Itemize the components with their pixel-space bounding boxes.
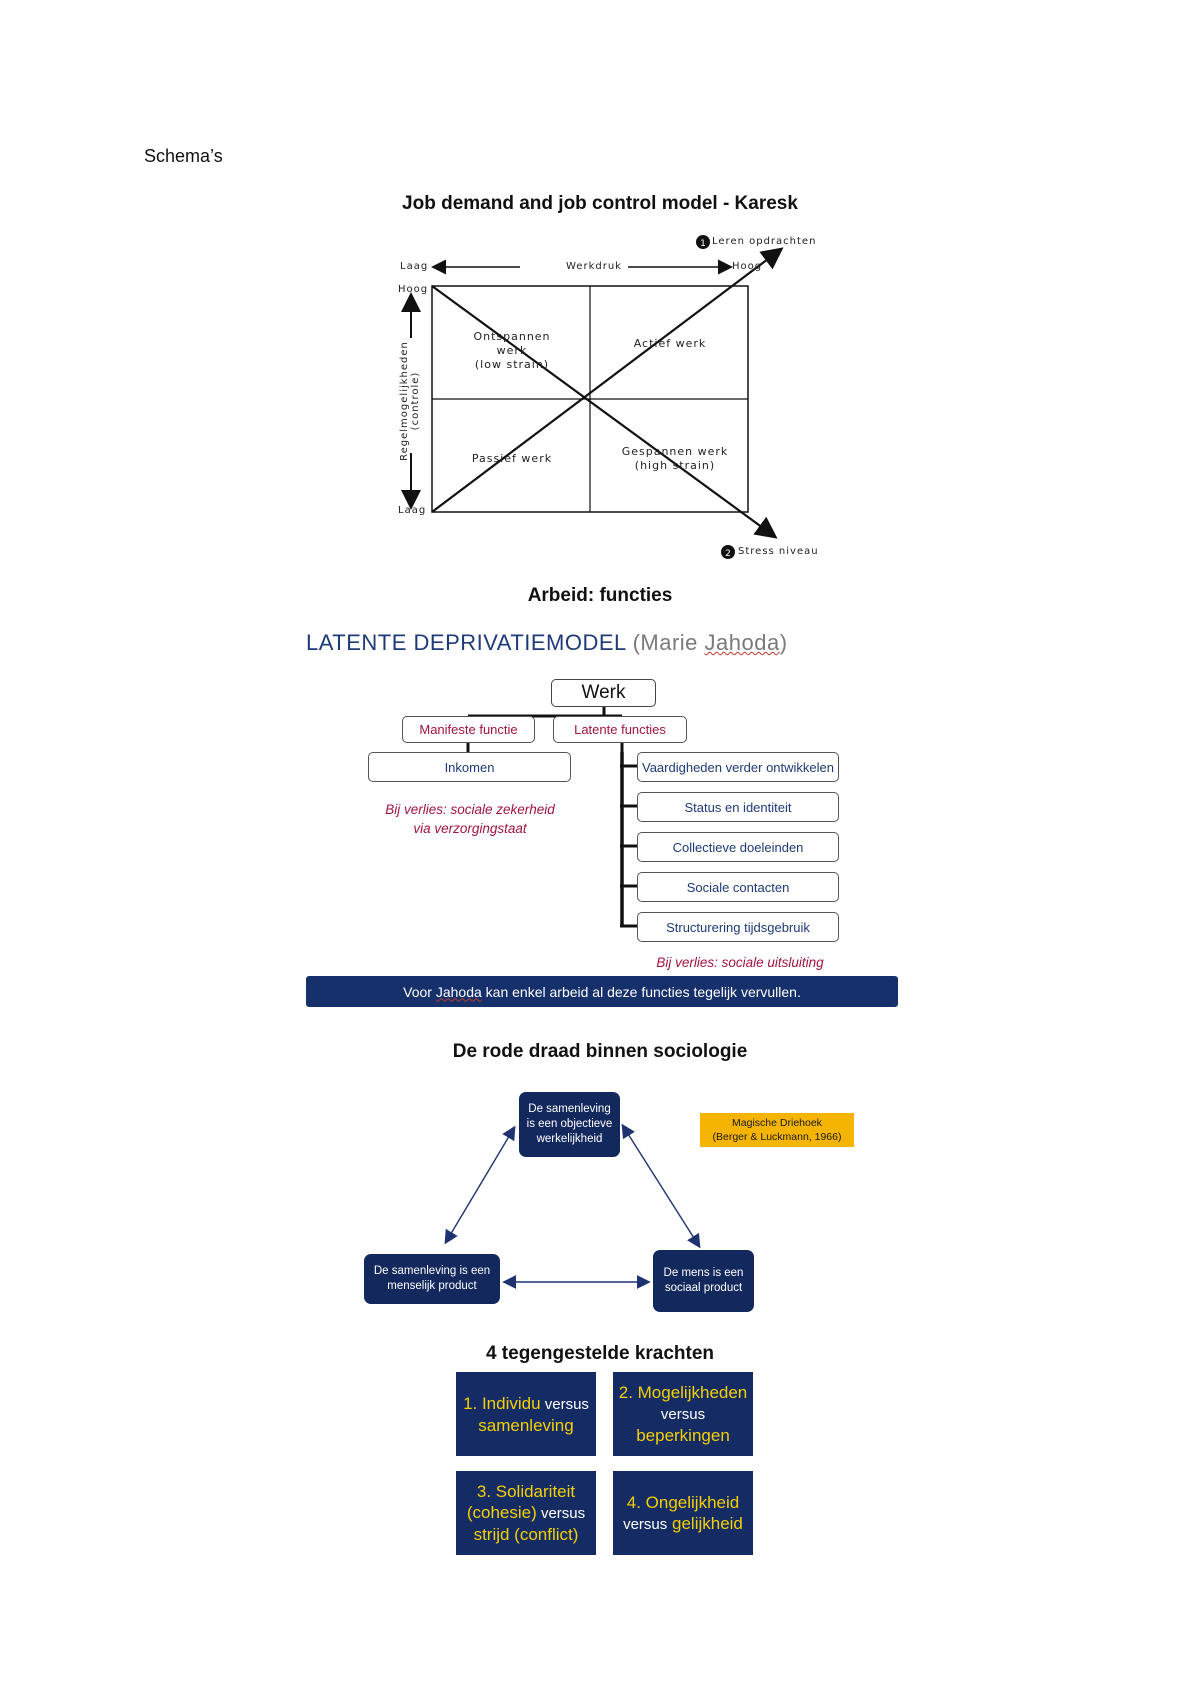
kracht-3-box: 3. Solidariteit (cohesie) versus strijd (conflict): [456, 1471, 596, 1555]
quadrant-low-strain: Ontspannen werk (low strain): [473, 330, 551, 371]
quadrant-high-strain: Gespannen werk (high strain): [621, 445, 729, 472]
note-social-security: Bij verlies: sociale zekerheid via verzorgingstaat: [385, 802, 555, 836]
x-axis-high: Hoog: [732, 261, 763, 272]
social-product-box: De mens is een sociaal product: [653, 1250, 754, 1312]
latent-item-time-structure: Structurering tijdsgebruik: [637, 912, 839, 942]
legend-learning: Leren opdrachten: [712, 236, 817, 247]
latent-item-social-contacts: Sociale contacten: [637, 872, 839, 902]
kracht-2-box: 2. Mogelijkheden versus beperkingen: [613, 1372, 753, 1456]
y-axis-label: Regelmogelijkheden (controle): [399, 341, 421, 461]
jahoda-title: LATENTE DEPRIVATIEMODEL (Marie Jahoda): [306, 630, 788, 655]
kracht-4-box: 4. Ongelijkheid versus gelijkheid: [613, 1471, 753, 1555]
legend-num-2: 2: [725, 549, 731, 559]
human-product-box: De samenleving is een menselijk product: [364, 1254, 500, 1304]
manifest-function-box: Manifeste functie: [402, 716, 535, 743]
inkomen-box: Inkomen: [368, 752, 571, 782]
y-axis-low: Laag: [398, 505, 427, 516]
latent-item-collective-goals: Collectieve doeleinden: [637, 832, 839, 862]
latent-item-status: Status en identiteit: [637, 792, 839, 822]
legend-num-1: 1: [700, 239, 706, 249]
kracht-1-box: 1. Individu versus samenleving: [456, 1372, 596, 1456]
y-axis-high: Hoog: [398, 284, 429, 295]
quadrant-passive: Passief werk: [471, 452, 553, 465]
quadrant-active: Actief werk: [633, 337, 707, 350]
latent-functions-box: Latente functies: [553, 716, 687, 743]
werk-box: Werk: [551, 679, 656, 707]
x-axis-low: Laag: [400, 261, 429, 272]
rode-draad-heading: De rode draad binnen sociologie: [452, 1041, 748, 1062]
karasek-heading: Job demand and job control model - Karesk: [402, 193, 798, 214]
functies-heading: Arbeid: functies: [527, 585, 673, 606]
note-social-exclusion: Bij verlies: sociale uitsluiting: [656, 955, 824, 970]
latent-item-skills: Vaardigheden verder ontwikkelen: [637, 752, 839, 782]
document-label: Schema’s: [144, 146, 223, 166]
x-axis-label: Werkdruk: [566, 261, 622, 272]
magic-triangle-label: Magische Driehoek (Berger & Luckmann, 1966): [700, 1113, 854, 1147]
krachten-heading: 4 tegengestelde krachten: [485, 1343, 715, 1364]
objective-reality-box: De samenleving is een objectieve werkelijkheid: [519, 1092, 620, 1157]
jahoda-banner: Voor Jahoda kan enkel arbeid al deze functies tegelijk vervullen.: [306, 976, 898, 1007]
legend-stress: Stress niveau: [738, 546, 819, 557]
